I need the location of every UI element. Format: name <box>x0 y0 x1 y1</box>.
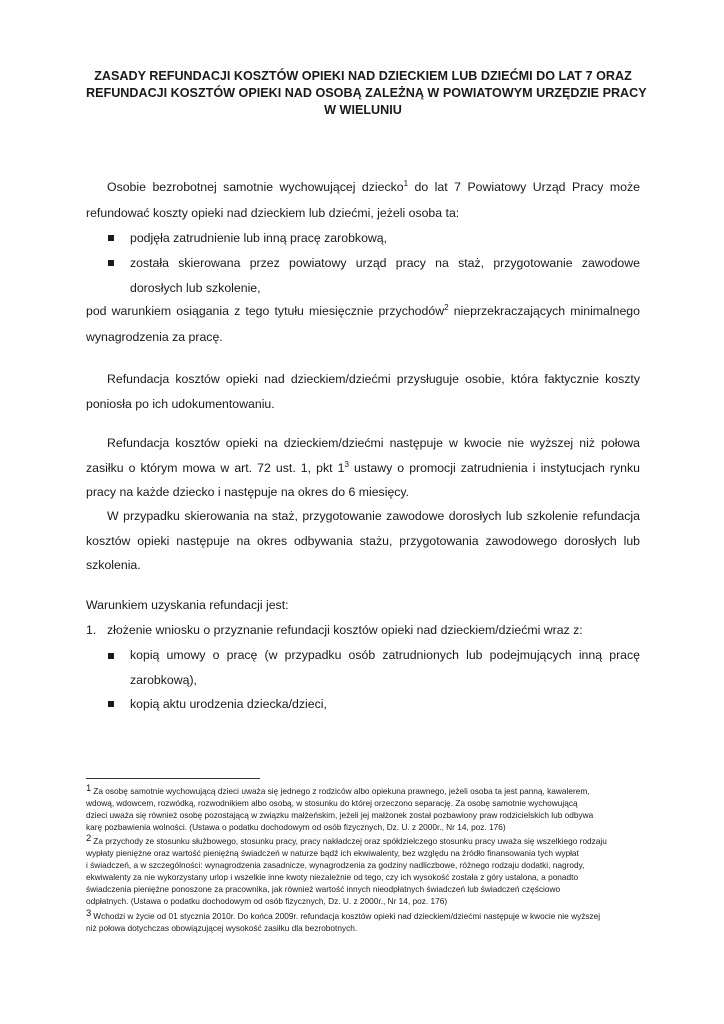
paragraph-4-line-2: kosztów opieki następuje na okres odbywania stażu, przygotowania zawodowego dorosłych lub <box>86 534 640 548</box>
footnote-number-1: 1 <box>86 783 92 794</box>
conditions-item-1: złożenie wniosku o przyznanie refundacji kosztów opieki nad dzieckiem/dziećmi wraz z: <box>107 623 583 637</box>
document-title <box>86 68 647 119</box>
footnote-1-line-3: dzieci uważa się również osobę pozostającą w związku małżeńskim, jeżeli jej małżonek został pozbawiony praw rodzicielskich lub odbywa <box>86 810 594 820</box>
conditions-intro: Warunkiem uzyskania refundacji jest: <box>86 598 289 612</box>
footnote-2-line-2: wypłaty pieniężne oraz wartość pieniężną świadczeń w naturze bądź ich ekwiwalenty, bez względu na źródło finansowania tych wypłat <box>86 848 579 858</box>
footnote-1-line-4: karę pozbawienia wolności. (Ustawa o podatku dochodowym od osób fizycznych, Dz. U. z 2000r., Nr 14, poz. 176) <box>86 822 506 832</box>
footnote-number-2: 2 <box>86 833 92 844</box>
bullet-2-line-2: dorosłych lub szkolenie, <box>130 281 261 295</box>
paragraph-1-end-line-2: wynagrodzenia za pracę. <box>86 330 223 344</box>
conditions-sub-1-line-2: zarobkową), <box>130 673 197 687</box>
paragraph-3-line-3: pracy na każde dziecko i następuje na okres do 6 miesięcy. <box>86 485 410 499</box>
paragraph-2-line-1: Refundacja kosztów opieki nad dzieckiem/dziećmi przysługuje osobie, która faktycznie koszty <box>107 372 640 386</box>
bullet-icon <box>108 701 114 707</box>
bullet-icon <box>108 235 114 241</box>
footnote-ref-3: 3 <box>344 460 349 469</box>
paragraph-3-line-1: Refundacja kosztów opieki na dzieckiem/dziećmi następuje w kwocie nie wyższej niż połowa <box>107 436 640 450</box>
footnote-separator <box>86 778 260 779</box>
footnote-2-line-6: odpłatnych. (Ustawa o podatku dochodowym od osób fizycznych, Dz. U. z 2000r., Nr 14, poz. 176) <box>86 896 448 906</box>
conditions-sub-2: kopią aktu urodzenia dziecka/dzieci, <box>130 697 327 711</box>
bullet-2-line-1: została skierowana przez powiatowy urząd pracy na staż, przygotowanie zawodowe <box>130 256 640 270</box>
paragraph-4-line-3: szkolenia. <box>86 558 141 572</box>
paragraph-1-line-1: Osobie bezrobotnej samotnie wychowującej dziecko$^1$ do lat 7 Powiatowy Urząd Pracy może <box>107 179 640 194</box>
title-line-3: W WIELUNIU <box>324 103 402 117</box>
footnote-3-line-2: niż połowa dotychczas obowiązującej wysokość zasiłku dla bezrobotnych. <box>86 923 358 933</box>
footnote-number-3: 3 <box>86 908 92 919</box>
footnote-ref-2: 2 <box>444 303 449 312</box>
footnote-2-line-4: ekwiwalenty za nie wykorzystany urlop i wszelkie inne kwoty niezależnie od tego, czy ich wysokość została z góry ustalona, a ponadto <box>86 872 579 882</box>
footnote-3-line-1: 3 Wchodzi w życie od 01 stycznia 2010r. Do końca 2009r. refundacja kosztów opieki nad dzieckiem/dziećmi następuje w kwocie nie wyższej <box>86 908 601 921</box>
paragraph-2-line-2: poniosła po ich udokumentowaniu. <box>86 397 275 411</box>
footnote-2-line-1: 2 Za przychody ze stosunku służbowego, stosunku pracy, pracy nakładczej oraz spółdzielczego stosunku pracy uważa się wszelkiego rodzaju <box>86 833 607 846</box>
title-line-2: REFUNDACJI KOSZTÓW OPIEKI NAD OSOBĄ ZALEŻNĄ W POWIATOWYM URZĘDZIE PRACY <box>86 86 647 100</box>
bullet-icon <box>108 260 114 266</box>
paragraph-1-line-2: refundować koszty opieki nad dzieckiem lub dziećmi, jeżeli osoba ta: <box>86 206 460 220</box>
title-line-1: ZASADY REFUNDACJI KOSZTÓW OPIEKI NAD DZIECKIEM LUB DZIEĆMI DO LAT 7 ORAZ <box>94 69 632 83</box>
bullet-1: podjęła zatrudnienie lub inną pracę zarobkową, <box>130 231 388 245</box>
footnote-2-line-3: i świadczeń, a w szczególności: wynagrodzenia zasadnicze, wynagrodzenia za godziny nadliczbowe, różnego rodzaju dodatki, nagrody, <box>86 860 585 870</box>
footnote-2-line-5: świadczenia pieniężne ponoszone za pracownika, jak również wartość innych nieodpłatnych świadczeń lub świadczeń częściowo <box>86 884 561 894</box>
paragraph-3-line-2: zasiłku o którym mowa w art. 72 ust. 1, pkt $1^3$ ustawy o promocji zatrudnienia i instytucjach rynku <box>86 460 640 475</box>
footnote-1-line-1: 1 Za osobę samotnie wychowującą dzieci uważa się jednego z rodziców albo opiekuna prawnego, jeżeli osoba ta jest panną, kawalerem, <box>86 783 590 796</box>
paragraph-1-end-line-1: pod warunkiem osiągania z tego tytułu miesięcznie przychodów$^2$ nieprzekraczających minimalnego <box>86 303 640 318</box>
paragraph-4-line-1: W przypadku skierowania na staż, przygotowanie zawodowe dorosłych lub szkolenie refundacja <box>107 509 640 523</box>
bullet-icon <box>108 653 114 659</box>
conditions-sub-1-line-1: kopią umowy o pracę (w przypadku osób zatrudnionych lub podejmujących inną pracę <box>130 648 640 662</box>
footnote-1-line-2: wdową, wdowcem, rozwódką, rozwodnikiem albo osobą, w stosunku do której orzeczono separację. Za osobę samotnie wychowującą <box>86 798 578 808</box>
footnote-ref-1: 1 <box>403 179 409 188</box>
list-number-1: 1. <box>86 623 97 637</box>
